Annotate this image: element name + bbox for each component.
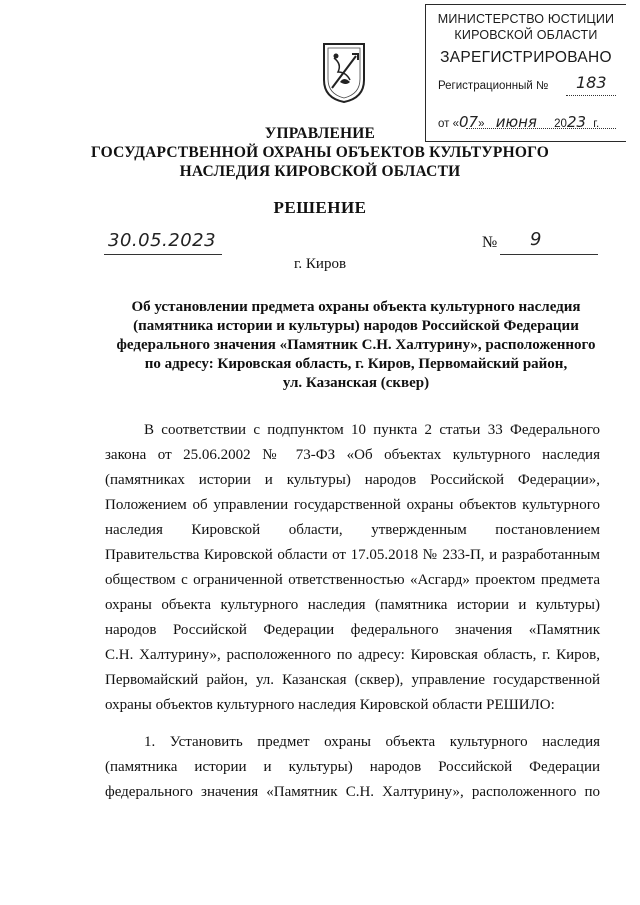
body-line: народов Российской Федерации федерального значения «Памятник xyxy=(105,622,600,638)
body-line: 1. Установить предмет охраны объекта культурного наследия xyxy=(144,734,600,750)
stamp-region: КИРОВСКОЙ ОБЛАСТИ xyxy=(454,28,598,42)
body-line: охраны объектов культурного наследия Кировской области РЕШИЛО: xyxy=(105,697,555,713)
decision-number-label: № xyxy=(482,234,498,251)
body-line: наследия Кировской области, утвержденным постановлением xyxy=(105,522,600,538)
stamp-date-suffix: г. xyxy=(593,118,600,130)
stamp-date-mid: » xyxy=(478,118,485,130)
decision-title: РЕШЕНИЕ xyxy=(273,198,367,217)
stamp-date-year: 23 xyxy=(566,113,587,131)
stamp-date-month: июня xyxy=(495,113,537,131)
body-line: Первомайский район, ул. Казанская (сквер), управление государственной xyxy=(105,672,600,688)
stamp-date-prefix: от « xyxy=(438,118,460,130)
body-line: (памятниках истории и культуры) народов Российской Федерации», xyxy=(105,472,600,488)
header-line-3: НАСЛЕДИЯ КИРОВСКОЙ ОБЛАСТИ xyxy=(179,163,461,180)
decision-date: 30.05.2023 xyxy=(108,230,217,251)
stamp-reg-number: 183 xyxy=(576,73,607,92)
body-line: федерального значения «Памятник С.Н. Халтурину», расположенного по xyxy=(105,784,600,800)
decision-city: г. Киров xyxy=(293,256,347,272)
body-line: Положением об управлении государственной охраны объектов культурного xyxy=(105,497,600,513)
stamp-date-year-prefix: 20 xyxy=(554,118,567,130)
body-line: В соответствии с подпунктом 10 пункта 2 статьи 33 Федерального xyxy=(144,422,600,438)
body-line: (памятника истории и культуры) народов Российской Федерации xyxy=(105,759,600,775)
stamp-reg-label: Регистрационный № xyxy=(438,80,549,92)
header-line-2: ГОСУДАРСТВЕННОЙ ОХРАНЫ ОБЪЕКТОВ КУЛЬТУРНОГО xyxy=(90,144,550,161)
body-line: обществом с ограниченной ответственностью «Асгард» проектом предмета xyxy=(105,572,600,588)
subject-line-2: (памятника истории и культуры) народов Российской Федерации xyxy=(133,318,579,334)
header-line-1: УПРАВЛЕНИЕ xyxy=(264,125,376,142)
body-line: Правительства Кировской области от 17.05.2018 № 233-П, и разработанным xyxy=(105,547,600,563)
stamp-reg-underline xyxy=(566,95,616,96)
decision-number: 9 xyxy=(530,229,542,250)
stamp-ministry: МИНИСТЕРСТВО ЮСТИЦИИ xyxy=(437,12,615,26)
stamp-registered: ЗАРЕГИСТРИРОВАНО xyxy=(440,49,612,66)
stamp-date-day: 07 xyxy=(459,113,479,131)
body-line: закона от 25.06.2002 № 73-ФЗ «Об объектах культурного наследия xyxy=(105,447,600,463)
coat-of-arms-icon xyxy=(322,42,366,104)
subject-line-4: по адресу: Кировская область, г. Киров, Первомайский район, xyxy=(144,356,568,372)
subject-line-5: ул. Казанская (сквер) xyxy=(282,375,430,391)
subject-line-3: федерального значения «Памятник С.Н. Халтурину», расположенного xyxy=(116,337,596,353)
body-line: охраны объекта культурного наследия (памятника истории и культуры) xyxy=(105,597,600,613)
registration-stamp xyxy=(425,4,626,142)
subject-line-1: Об установлении предмета охраны объекта культурного наследия xyxy=(131,299,581,315)
decision-date-underline xyxy=(104,254,222,255)
body-line: С.Н. Халтурину», расположенного по адресу: Кировская область, г. Киров, xyxy=(105,647,600,663)
decision-number-underline xyxy=(500,254,598,255)
